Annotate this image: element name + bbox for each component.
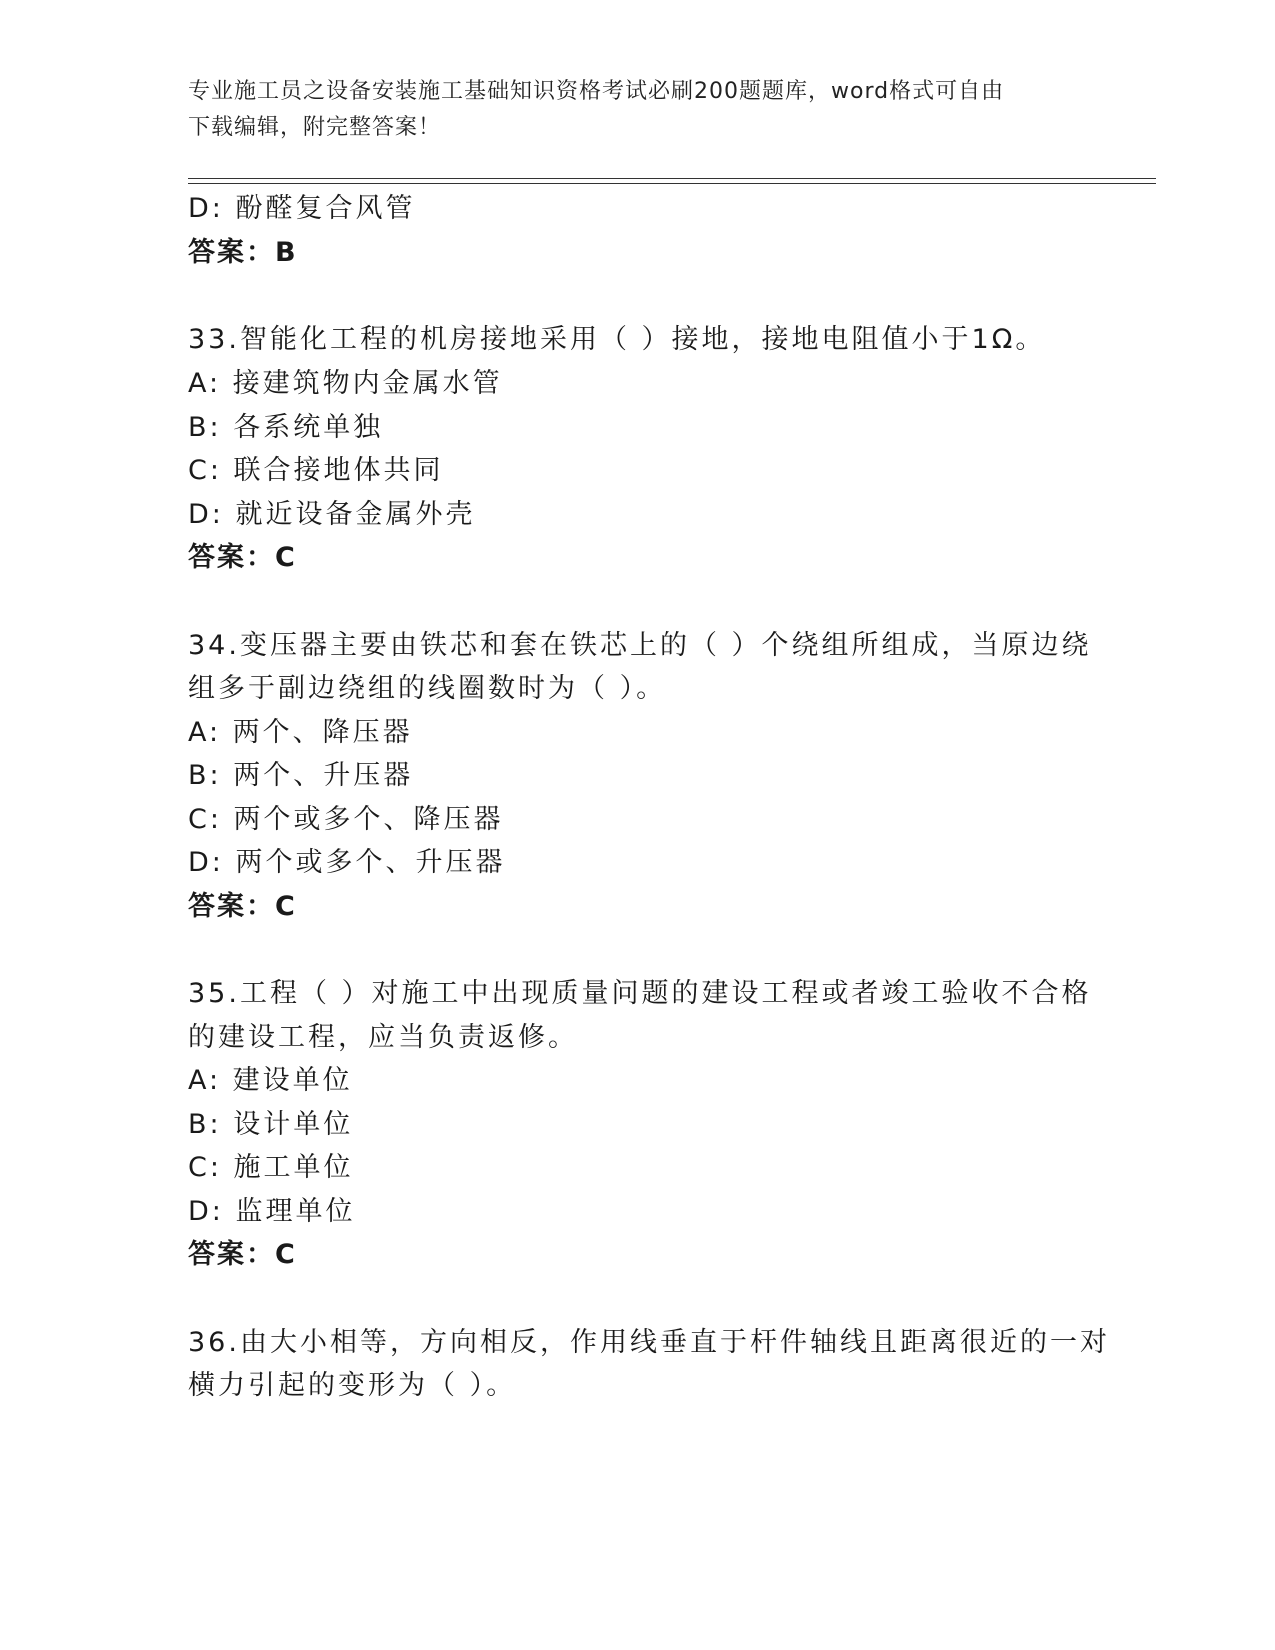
question-34-option-b: B: 两个、升压器 (188, 760, 414, 791)
question-33-option-c: C: 联合接地体共同 (188, 455, 444, 486)
question-36-stem-line-2: 横力引起的变形为（ ）。 (188, 1370, 517, 1401)
header-divider-bottom (188, 183, 1156, 184)
question-34-option-d: D: 两个或多个、升压器 (188, 847, 506, 878)
question-35-option-c: C: 施工单位 (188, 1152, 354, 1183)
question-33-option-d: D: 就近设备金属外壳 (188, 499, 476, 530)
question-35-option-a: A: 建设单位 (188, 1065, 353, 1096)
question-34-stem-line-1: 34.变压器主要由铁芯和套在铁芯上的（ ）个绕组所组成，当原边绕 (188, 630, 1092, 661)
answer: 答案：B (188, 237, 298, 268)
question-33-stem: 33.智能化工程的机房接地采用（ ）接地，接地电阻值小于1Ω。 (188, 324, 1046, 355)
question-35-option-d: D: 监理单位 (188, 1196, 356, 1227)
question-34-stem-line-2: 组多于副边绕组的线圈数时为（ ）。 (188, 673, 667, 704)
question-34-option-a: A: 两个、降压器 (188, 717, 413, 748)
question-35-stem-line-2: 的建设工程，应当负责返修。 (188, 1022, 578, 1053)
document-header (188, 74, 1088, 146)
question-34-option-c: C: 两个或多个、降压器 (188, 804, 504, 835)
header-line-1: 专业施工员之设备安装施工基础知识资格考试必刷200题题库，word格式可自由 (188, 79, 1005, 104)
question-35-answer: 答案：C (188, 1239, 297, 1270)
question-33-option-a: A: 接建筑物内金属水管 (188, 368, 503, 399)
question-35-stem-line-1: 35.工程（ ）对施工中出现质量问题的建设工程或者竣工验收不合格 (188, 978, 1092, 1009)
header-divider-top (188, 178, 1156, 179)
question-33-option-b: B: 各系统单独 (188, 412, 384, 443)
question-33-answer: 答案：C (188, 542, 297, 573)
question-34-answer: 答案：C (188, 891, 297, 922)
question-36-stem-line-1: 36.由大小相等，方向相反，作用线垂直于杆件轴线且距离很近的一对 (188, 1327, 1110, 1358)
header-line-2: 下载编辑，附完整答案！ (188, 115, 442, 140)
option-d: D: 酚醛复合风管 (188, 193, 416, 224)
question-35-option-b: B: 设计单位 (188, 1109, 354, 1140)
